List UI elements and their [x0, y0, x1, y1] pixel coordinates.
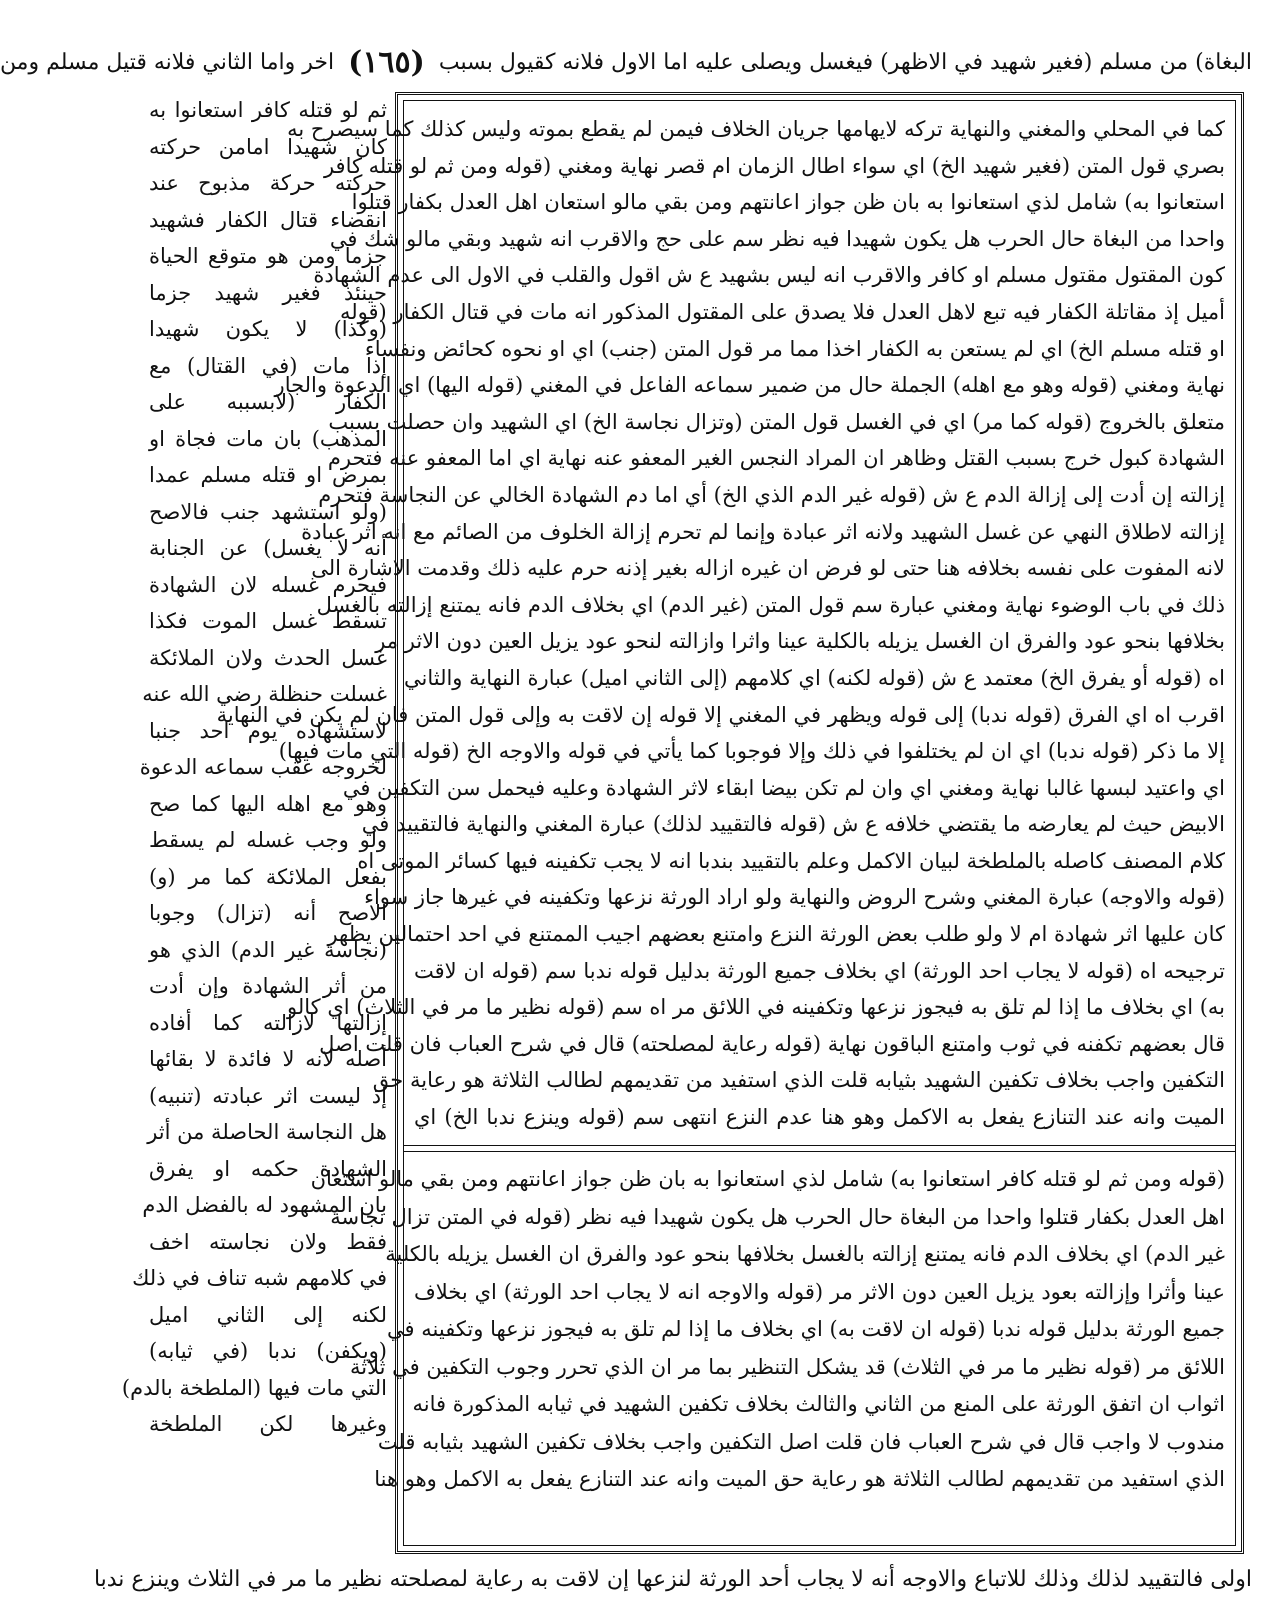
page-header [0, 40, 1252, 84]
margin-text-line: من أثر الشهادة وإن أدت [149, 974, 387, 998]
margin-text-line: ثم لو قتله كافر استعانوا به [149, 98, 387, 122]
margin-text-line: حركته حركة مذبوح عند [149, 171, 387, 195]
commentary-text-line: لانه المفوت على نفسه بخلافه هنا حتى لو فرض ان غيره ازاله بغير إذنه حرم عليه ذلك وقدمت الاشارة الى [311, 556, 1225, 581]
margin-text-line: الاصح أنه (تزال) وجوبا [149, 901, 387, 925]
margin-text-line: ولو وجب غسله لم يسقط [149, 828, 387, 852]
commentary-text-line: إزالته لاطلاق النهي عن غسل الشهيد ولانه اثر عبادة وإنما لم تحرم إزالة الخلوف من الصائم مع انه اثر عبادة [301, 519, 1225, 544]
commentary-text-line: (قوله والاوجه) عبارة المغني وشرح الروض والنهاية ولو اراد الورثة نزعها وتكفينه في غيرها جاز سواء [364, 885, 1225, 910]
footnote-text-line: اهل العدل بكفار قتلوا واحدا من البغاة حال الحرب هل يكون شهيدا فيه نظر (قوله في المتن تزال نجاسة [330, 1204, 1225, 1229]
header-running-text-left: اخر واما الثاني فلانه قتيل مسلم ومن [0, 49, 335, 75]
margin-text-line: لاستشهاده يوم احد جنبا [149, 718, 387, 743]
margin-text-line: إذ ليست اثر عبادته (تنبيه) [149, 1083, 387, 1108]
commentary-text-line: التكفين واجب بخلاف تكفين الشهيد بثيابه قلت الذي استفيد من تقديمهم لطالب الثلاثة هو رعاية حق [372, 1068, 1225, 1093]
margin-text-line: هل النجاسة الحاصلة من أثر [147, 1120, 387, 1144]
margin-text-line: حينئذ فغير شهيد جزما [149, 280, 387, 305]
commentary-text-line: كون المقتول مقتول مسلم او كافر والاقرب انه ليس بشهيد ع ش اقول والقلب في الاول الى عدم الشهادة [313, 263, 1225, 288]
margin-text-line: التي مات فيها (الملطخة بالدم) [121, 1375, 387, 1400]
commentary-text-line: اي واعتيد لبسها غالبا نهاية ومغني اي وان لم تكن بيضا ابقاء لاثر الشهادة وعليه فيحمل سن التكفين في [342, 775, 1225, 800]
margin-text-line: انقضاء قتال الكفار فشهيد [149, 207, 387, 232]
commentary-text-line: استعانوا به) شامل لذي استعانوا به بان ظن جواز اعانتهم ومن بقي مالو استعان اهل العدل بكفار قتلوا [351, 190, 1225, 215]
footnote-text-line: الذي استفيد من تقديمهم لطالب الثلاثة هو رعاية حق الميت وانه عند التنازع يفعل به الاكمل وهو هنا [374, 1467, 1225, 1491]
footnote-text-line: اثواب ان اتفق الورثة على المنع من الثاني والثالث بخلاف تكفين الشهيد في ثيابه المذكورة فانه [412, 1392, 1225, 1416]
commentary-text-line: كلام المصنف كاصله بالملطخة لبيان الاكمل وعلم بالتقييد بندبا انه لا يجب تكفينه فيها كسائر الموتى اه [357, 848, 1225, 873]
margin-text-line: الكفار (لابسببه على [149, 390, 387, 414]
margin-text-line: (وكذا) لا يكون شهيدا [149, 317, 387, 341]
margin-text-line: تسقط غسل الموت فكذا [149, 609, 387, 633]
commentary-text-line: اقرب اه اي الفرق (قوله ندبا) إلى قوله ويظهر في المغني إلا قوله إن لاقت به وإلى قول المتن فان لم يكن في النهاية [216, 702, 1225, 727]
margin-text-line: المذهب) بان مات فجاة او [149, 426, 387, 451]
margin-text-line: (ويكفن) ندبا (في ثيابه) [149, 1339, 387, 1363]
footnote-text-line: مندوب لا واجب قال في شرح العباب فان قلت اصل التكفين واجب بخلاف تكفين الشهيد بثيابه قلت [377, 1429, 1225, 1454]
footnote-text-line: عينا وأثرا وإزالته بعود يزيل العين دون الاثر مر (قوله والاوجه انه لا يجاب احد الورثة) اي بخلاف [414, 1279, 1225, 1304]
commentary-text-line: واحدا من البغاة حال الحرب هل يكون شهيدا فيه نظر سم على حج والاقرب انه شهيد وبقي مالو شك في [329, 226, 1225, 251]
commentary-text-line: بصري قول المتن (فغير شهيد الخ) اي سواء اطال الزمان ام قصر نهاية ومغني (قوله ومن ثم لو قتله كافر [323, 153, 1225, 178]
margin-text-line: لكنه إلى الثاني اميل [149, 1302, 387, 1327]
margin-text-line: بان المشهود له بالفضل الدم [142, 1193, 387, 1217]
page-footer-line: اولى فالتقييد لذلك وذلك للاتباع والاوجه أنه لا يجاب أحد الورثة لنزعها إن لاقت به رعاية لمصلحته نظير ما مر في الثلاث وينزع ندبا [93, 1567, 1252, 1592]
commentary-text-line: به) اي بخلاف ما إذا لم تلق به فيجوز نزعها وتكفينه في اللائق مر اه سم (قوله نظير ما مر في الثلاث) اي كالو [287, 995, 1225, 1020]
footnote-text-line: (قوله ومن ثم لو قتله كافر استعانوا به) شامل لذي استعانوا به بان ظن جواز اعانتهم ومن بقي مالو استعان [310, 1167, 1225, 1191]
margin-text-line: لخروجه عقب سماعه الدعوة [139, 755, 387, 779]
commentary-text-line: او قتله مسلم الخ) اي لم يستعن به الكفار اخذا مما مر قول المتن (جنب) اي او نحوه كحائض ونفساء [364, 336, 1225, 361]
commentary-text-line: ترجيحه اه (قوله لا يجاب احد الورثة) اي بخلاف جميع الورثة بدليل قوله ندبا سم (قوله ان لاقت [414, 958, 1225, 983]
margin-text-line: إزالتها لازالته كما أفاده [149, 1010, 387, 1035]
commentary-text-line: بخلافها بنحو عود والفرق ان الغسل يزيله بالكلية عينا واثرا وازالته لنحو عود يزيل العين دون الاثر مر [375, 629, 1225, 654]
margin-text-line: غسل الحدث ولان الملائكة [149, 645, 387, 670]
commentary-text-line: اه (قوله أو يفرق الخ) معتمد ع ش (قوله لكنه) اي كلامهم (إلى الثاني اميل) عبارة النهاية والثاني [403, 665, 1225, 690]
commentary-text-line: الشهادة كبول خرج بسبب القتل وظاهر ان المراد النجس الغير المعفو عنه نهاية اي اما المعفو عنه فتحرم [327, 446, 1225, 471]
page-number: (١٦٥) [348, 44, 425, 80]
margin-text-line: (نجاسة غير الدم) الذي هو [149, 937, 387, 962]
margin-text-line: فقط ولان نجاسته اخف [149, 1229, 387, 1254]
margin-text-line: وهو مع اهله اليها كما صح [149, 791, 387, 816]
commentary-text-line: إلا ما ذكر (قوله ندبا) اي ان لم يختلفوا في ذلك وإلا فوجوبا كما يأتي في قوله والاوجه الخ (قوله التي مات فيها) [278, 739, 1225, 764]
margin-text-line: أنه لا يغسل) عن الجنابة [149, 536, 387, 560]
commentary-text-line: أميل إذ مقاتلة الكفار فيه تبع لاهل العدل فلا يصدق على المقتول المذكور انه مات في قتال الكفار (قوله [340, 299, 1225, 324]
margin-text-line: (ولو استشهد جنب فالاصح [149, 499, 387, 524]
margin-text-line: إذا مات (في القتال) مع [149, 353, 387, 378]
commentary-text-line: قال بعضهم تكفنه في ثوب وامتنع الباقون نهاية (قوله رعاية لمصلحته) قال في شرح العباب فان قلت اصل [319, 1031, 1225, 1056]
footnote-text-line: جميع الورثة بدليل قوله ندبا (قوله ان لاقت به) اي بخلاف ما إذا لم تلق به فيجوز نزعها وتكفينه في [387, 1317, 1225, 1341]
margin-text-line: جزما ومن هو متوقع الحياة [149, 244, 387, 268]
commentary-text-line: نهاية ومغني (قوله وهو مع اهله) الجملة حال من ضمير سماعه الفاعل في المغني (قوله اليها) اي الدعوة والجار [274, 373, 1225, 398]
margin-text-line: وغيرها لكن الملطخة [149, 1412, 387, 1436]
margin-text-line: كان شهيدا امامن حركته [149, 134, 387, 159]
margin-text-line: في كلامهم شبه تناف في ذلك [132, 1266, 387, 1290]
margin-text-line: أصله لانه لا فائدة لا بقائها [149, 1047, 387, 1071]
footnote-text-line: غير الدم) اي بخلاف الدم فانه يمتنع إزالته بالغسل بخلافها بنحو عود والفرق ان الغسل يزيله بالكلية [385, 1242, 1225, 1266]
commentary-text-line: الابيض حيث لم يعارضه ما يقتضي خلافه ع ش (قوله فالتقييد لذلك) عبارة المغني والنهاية فالتقييد في [361, 812, 1225, 837]
margin-text-line: بفعل الملائكة كما مر (و) [149, 864, 387, 889]
commentary-text-line: إزالته إن أدت إلى إزالة الدم ع ش (قوله غير الدم الذي الخ) أي اما دم الشهادة الخالي عن النجاسة فتحرم [318, 482, 1225, 507]
margin-text-line: فيحرم غسله لان الشهادة [149, 572, 387, 597]
header-running-text-right: البغاة) من مسلم (فغير شهيد في الاظهر) فيغسل ويصلى عليه اما الاول فلانه كقيول بسبب [438, 49, 1252, 75]
commentary-text-line: كان عليها اثر شهادة ام لا ولو طلب بعض الورثة النزع وامتنع بعضهم اجيب الممتنع في احد احتمالين يظهر [327, 922, 1225, 947]
commentary-text-line: متعلق بالخروج (قوله كما مر) اي في الغسل قول المتن (وتزال نجاسة الخ) اي الشهيد وان حصلت بسبب [328, 409, 1225, 434]
section-divider [404, 1145, 1235, 1152]
margin-text-line: غسلت حنظلة رضي الله عنه [142, 682, 387, 706]
margin-text-line: الشهادة حكمه او يفرق [149, 1156, 387, 1181]
commentary-text-line: ذلك في باب الوضوء نهاية ومغني عبارة سم قول المتن (غير الدم) اي بخلاف الدم فانه يمتنع إزالته بالغسل [316, 592, 1225, 617]
margin-matn-column [121, 92, 387, 1554]
lower-commentary-block [310, 1161, 1225, 1545]
footnote-text-line: اللائق مر (قوله نظير ما مر في الثلاث) قد يشكل التنظير بما مر ان الذي تحرر وجوب التكفين في ثلاثة [350, 1354, 1225, 1379]
commentary-text-line: كما في المحلي والمغني والنهاية تركه لايهامها جريان الخلاف فيمن لم يقطع بموته وليس كذلك كما سيصرح به [287, 117, 1225, 141]
commentary-text-line: الميت وانه عند التنازع يفعل به الاكمل وهو هنا عدم النزع انتهى سم (قوله وينزع ندبا الخ) اي [414, 1105, 1225, 1130]
margin-text-line: بمرض او قتله مسلم عمدا [149, 463, 387, 487]
